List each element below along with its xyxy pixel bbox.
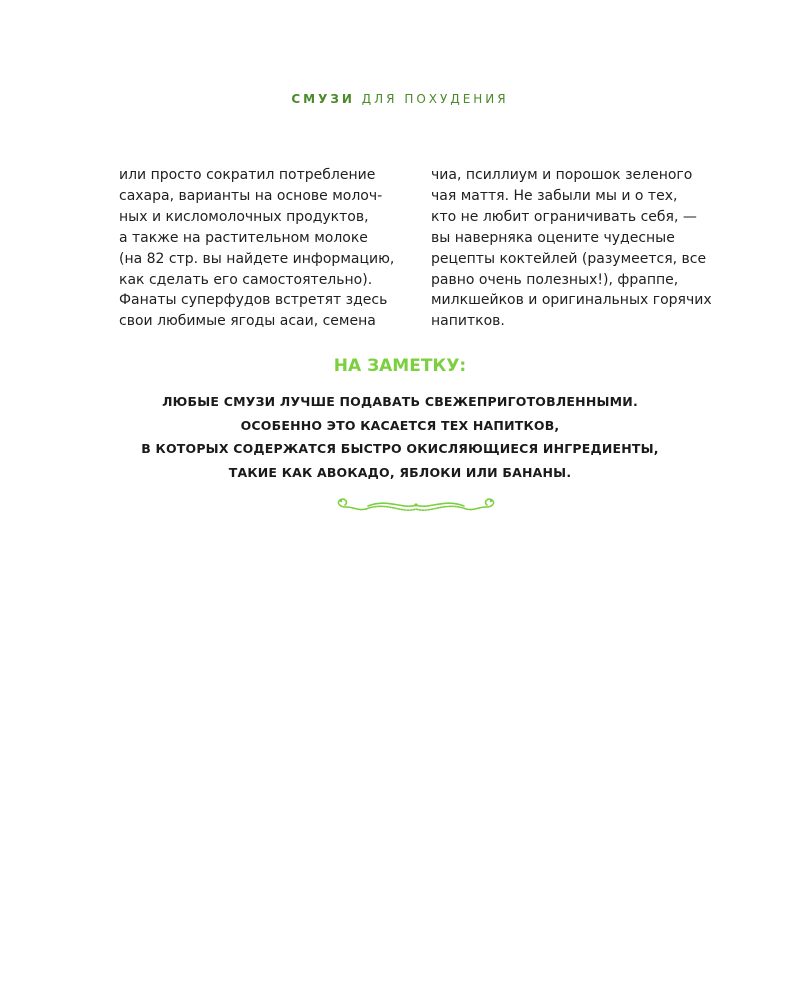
body-line: Фанаты суперфудов встретят здесь [119,292,388,309]
body-line: ных и кисломолочных продуктов, [119,208,369,225]
flourish-divider-icon [332,494,500,518]
note-body [0,390,800,485]
body-line: рецепты коктейлей (разумеется, все [431,250,707,267]
body-line: (на 82 стр. вы найдете информацию, [119,250,395,267]
body-column-right [431,165,721,332]
body-line: равно очень полезных!), фраппе, [431,271,679,288]
running-head-part2: ДЛЯ ПОХУДЕНИЯ [361,92,509,106]
body-line: как сделать его самостоятельно). [119,271,373,288]
body-line: сахара, варианты на основе молоч- [119,187,383,204]
running-head-part1: СМУЗИ [291,92,355,106]
body-line: чая маття. Не забыли мы и о тех, [431,187,678,204]
note-line: В КОТОРЫХ СОДЕРЖАТСЯ БЫСТРО ОКИСЛЯЮЩИЕСЯ ИНГРЕДИЕНТЫ, [141,441,659,457]
note-line: ЛЮБЫЕ СМУЗИ ЛУЧШЕ ПОДАВАТЬ СВЕЖЕПРИГОТОВЛЕННЫМИ. [162,394,638,409]
note-line: ТАКИЕ КАК АВОКАДО, ЯБЛОКИ ИЛИ БАНАНЫ. [228,465,572,481]
body-line: а также на растительном молоке [119,229,368,246]
body-line: милкшейков и оригинальных горячих [431,292,712,309]
body-line: или просто сократил потребление [119,167,376,183]
running-head [0,92,800,106]
body-line: свои любимые ягоды асаи, семена [119,313,376,330]
body-line: напитков. [431,313,505,330]
body-line: вы наверняка оцените чудесные [431,229,675,246]
body-line: чиа, псиллиум и порошок зеленого [431,167,693,183]
body-line: кто не любит ограничивать себя, — [431,208,697,225]
body-column-left [119,165,409,332]
note-line: ОСОБЕННО ЭТО КАСАЕТСЯ ТЕХ НАПИТКОВ, [240,417,560,433]
note-title: НА ЗАМЕТКУ: [333,356,467,376]
